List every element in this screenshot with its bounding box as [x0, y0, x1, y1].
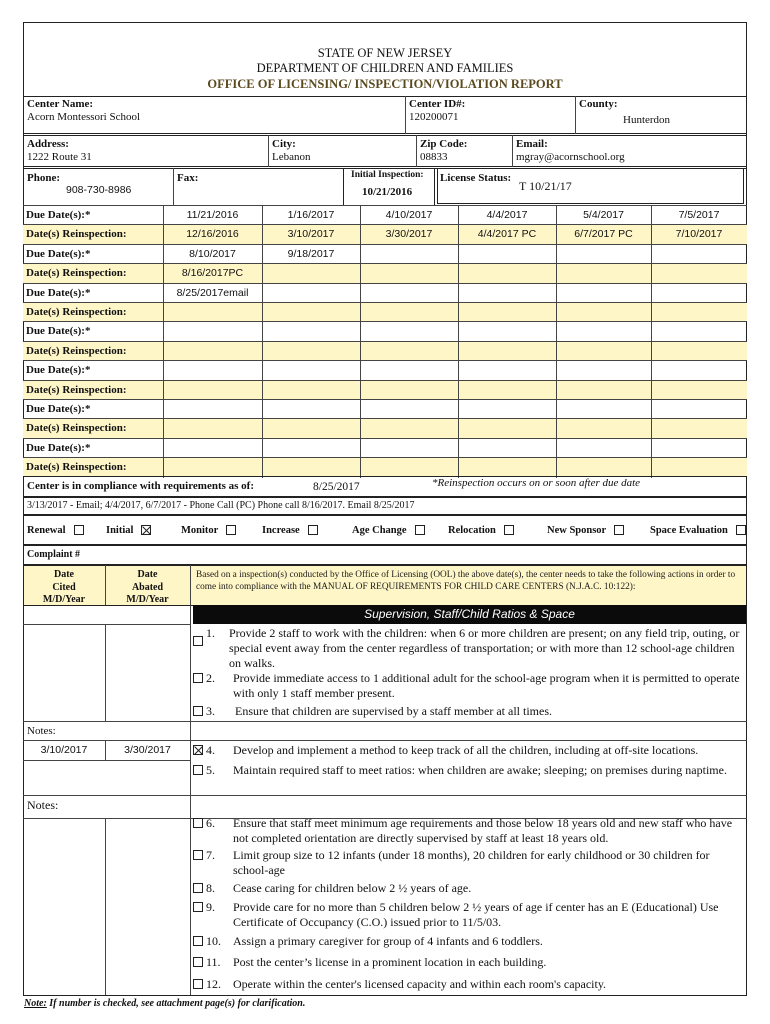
phone-label: Phone: — [27, 172, 60, 184]
date-cell[interactable]: 3/10/2017 — [287, 228, 335, 241]
requirement-text: Ensure that staff meet minimum age requirements and those below 18 years old and new staff who have not completed orientation are directly supervised by staff at least 18 years old. — [233, 816, 733, 845]
license-status-value[interactable]: T 10/21/17 — [519, 179, 572, 193]
requirement-number: 3. — [206, 704, 215, 718]
requirement-checkbox[interactable] — [193, 818, 203, 828]
notes-label-2: Notes: — [27, 798, 59, 812]
requirement-number: 9. — [206, 900, 215, 914]
date-cell[interactable]: 4/4/2017 — [486, 209, 528, 221]
due-dates-row — [23, 321, 747, 340]
requirement-checkbox[interactable] — [193, 902, 203, 912]
requirement-text: Provide care for no more than 5 children below 2 ½ years of age if center has an E (Educational) Use Certificate of Occupancy (C.O.) issued prior to 11/5/03. — [233, 900, 719, 929]
inspection-type-3[interactable] — [262, 525, 318, 536]
compliance-date[interactable]: 8/25/2017 — [313, 481, 360, 493]
requirement-number: 1. — [206, 626, 215, 640]
date-cell[interactable]: 12/16/2016 — [186, 228, 239, 241]
requirement-text: Maintain required staff to meet ratios: when children are awake; sleeping; on premises during naptime. — [233, 763, 727, 777]
department-title: DEPARTMENT OF CHILDREN AND FAMILIES — [256, 61, 514, 75]
zip-label: Zip Code: — [420, 138, 468, 150]
date-cell[interactable]: 6/7/2017 PC — [574, 228, 633, 241]
requirement-checkbox[interactable] — [193, 936, 203, 946]
requirement-text: Limit group size to 12 infants (under 18 months), 20 children for early childhood or 30 children for school-age — [233, 848, 710, 877]
footer-note — [24, 998, 305, 1009]
compliance-label: Center is in compliance with requirements as of: — [27, 480, 255, 492]
complaint-label: Complaint # — [27, 549, 81, 560]
requirement-checkbox[interactable] — [193, 745, 203, 755]
requirement-text: Post the center’s license in a prominent location in each building. — [233, 955, 547, 969]
requirement-text: Develop and implement a method to keep track of all the children, including at off-site locations. — [233, 743, 699, 757]
inspection-type-checkbox[interactable] — [736, 525, 746, 535]
requirement-text: Assign a primary caregiver for group of 4 infants and 6 toddlers. — [233, 934, 543, 948]
due-dates-row — [23, 360, 747, 379]
report-title: OFFICE OF LICENSING/ INSPECTION/VIOLATION REPORT — [207, 77, 563, 91]
reinspection-label: Date(s) Reinspection: — [26, 461, 127, 474]
inspection-type-label: Renewal — [27, 525, 66, 536]
date-cell[interactable]: 11/21/2016 — [186, 209, 239, 221]
inspection-type-checkbox[interactable] — [614, 525, 624, 535]
requirement-checkbox[interactable] — [193, 979, 203, 989]
requirement-number: 8. — [206, 881, 215, 895]
requirement-checkbox[interactable] — [193, 636, 203, 646]
reinspection-dates-row — [23, 457, 747, 476]
inspection-type-4[interactable] — [352, 525, 425, 536]
requirement-checkbox[interactable] — [193, 706, 203, 716]
email-value[interactable]: mgray@acornschool.org — [516, 151, 625, 163]
date-cell[interactable]: 7/10/2017 — [675, 228, 723, 241]
inspection-type-checkbox[interactable] — [141, 525, 151, 535]
due-dates-label: Due Date(s):* — [26, 286, 91, 299]
requirement-text: Provide 2 staff to work with the children: when 6 or more children are present; on any field trip, outing, or special event away from the center regardless of transportation; or with more than 12 school-age children on walks. — [229, 626, 740, 670]
requirement-number: 2. — [206, 671, 215, 685]
reinspection-dates-row — [23, 380, 747, 399]
state-title: STATE OF NEW JERSEY — [317, 46, 453, 60]
date-cell[interactable]: 4/10/2017 — [385, 209, 433, 221]
reinspection-note: *Reinspection occurs on or soon after due date — [432, 477, 641, 489]
requirement-text: Ensure that children are supervised by a staff member at all times. — [235, 704, 553, 718]
date-cell[interactable]: 8/16/2017PC — [181, 267, 244, 280]
inspection-type-5[interactable] — [448, 525, 514, 536]
footer-note-word: Note: — [24, 998, 47, 1009]
inspection-type-checkbox[interactable] — [308, 525, 318, 535]
section-title-banner: Supervision, Staff/Child Ratios & Space — [193, 605, 746, 624]
license-status-label: License Status: — [440, 172, 512, 184]
due-dates-row — [23, 283, 747, 302]
center-name-value[interactable]: Acorn Montessori School — [27, 111, 141, 123]
inspection-type-label: New Sponsor — [547, 525, 607, 536]
inspection-type-label: Increase — [262, 525, 300, 536]
fax-label: Fax: — [177, 172, 199, 184]
inspection-type-0[interactable] — [27, 525, 84, 536]
reinspection-dates-row — [23, 224, 747, 243]
center-id-value[interactable]: 120200071 — [409, 111, 459, 123]
due-dates-row — [23, 399, 747, 418]
inspection-type-label: Space Evaluation — [650, 525, 728, 536]
abated-date-item-4[interactable]: 3/30/2017 — [124, 744, 171, 756]
city-value[interactable]: Lebanon — [272, 151, 311, 163]
zip-value[interactable]: 08833 — [420, 151, 448, 163]
due-dates-label: Due Date(s):* — [26, 325, 91, 338]
requirement-checkbox[interactable] — [193, 883, 203, 893]
email-label: Email: — [516, 138, 548, 150]
inspection-type-label: Initial — [106, 525, 134, 536]
requirement-checkbox[interactable] — [193, 850, 203, 860]
due-dates-label: Due Date(s):* — [26, 441, 91, 454]
county-value[interactable]: Hunterdon — [623, 114, 671, 126]
due-dates-label: Due Date(s):* — [26, 247, 91, 260]
city-label: City: — [272, 138, 296, 150]
inspection-type-checkbox[interactable] — [74, 525, 84, 535]
reinspection-label: Date(s) Reinspection: — [26, 383, 127, 396]
reinspection-label: Date(s) Reinspection: — [26, 228, 127, 241]
date-cell[interactable]: 8/10/2017 — [189, 247, 236, 260]
requirement-checkbox[interactable] — [193, 957, 203, 967]
due-dates-label: Due Date(s):* — [26, 364, 91, 377]
due-dates-label: Due Date(s):* — [26, 403, 91, 415]
initial-inspection-date[interactable]: 10/21/2016 — [362, 186, 413, 198]
inspection-type-label: Age Change — [352, 525, 407, 536]
footer-note-text: If number is checked, see attachment page(s) for clarification. — [46, 998, 306, 1009]
due-dates-row — [23, 244, 747, 263]
date-cell[interactable]: 9/18/2017 — [287, 247, 335, 260]
reinspection-dates-row — [23, 341, 747, 360]
requirement-number: 11. — [206, 955, 221, 969]
requirement-checkbox[interactable] — [193, 765, 203, 775]
date-cell[interactable]: 1/16/2017 — [287, 209, 335, 221]
center-info-row-2 — [23, 135, 747, 167]
inspection-type-7[interactable] — [650, 525, 746, 536]
due-dates-row — [23, 205, 747, 224]
due-dates-row — [23, 438, 747, 457]
inspection-type-1[interactable] — [106, 525, 151, 536]
requirement-number: 10. — [206, 934, 221, 948]
requirement-checkbox[interactable] — [193, 673, 203, 683]
reinspection-dates-row — [23, 263, 747, 282]
reinspection-label: Date(s) Reinspection: — [26, 344, 127, 357]
center-id-label: Center ID#: — [409, 98, 466, 110]
center-name-label: Center Name: — [27, 98, 94, 110]
date-cell[interactable]: 8/25/2017email — [176, 286, 249, 299]
date-cell[interactable]: 5/4/2017 — [583, 209, 624, 221]
requirement-number: 12. — [206, 977, 221, 991]
inspection-type-label: Monitor — [181, 525, 219, 536]
date-cell[interactable]: 4/4/2017 PC — [477, 228, 537, 241]
contact-history: 3/13/2017 - Email; 4/4/2017, 6/7/2017 - Phone Call (PC) Phone call 8/16/2017. Email 8/25/2017 — [27, 500, 415, 511]
requirement-number: 6. — [206, 816, 215, 830]
county-label: County: — [579, 98, 618, 110]
phone-value[interactable]: 908-730-8986 — [66, 184, 132, 196]
requirement-text: Operate within the center's licensed capacity and within each room's capacity. — [233, 977, 607, 991]
notes-label-1: Notes: — [27, 725, 56, 737]
reinspection-label: Date(s) Reinspection: — [26, 267, 127, 280]
inspection-type-6[interactable] — [547, 525, 624, 536]
inspection-type-checkbox[interactable] — [504, 525, 514, 535]
inspection-type-2[interactable] — [181, 525, 236, 536]
cited-date-item-4[interactable]: 3/10/2017 — [40, 744, 88, 756]
requirement-number: 4. — [206, 743, 215, 757]
reinspection-label: Date(s) Reinspection: — [26, 422, 127, 435]
requirement-text: Provide immediate access to 1 additional adult for the school-age program when it is permitted to operate with only 1 staff member present. — [233, 671, 740, 700]
address-label: Address: — [27, 138, 69, 150]
requirement-number: 7. — [206, 848, 215, 862]
reinspection-dates-row — [23, 418, 747, 437]
date-cited-header: Date Cited M/D/Year — [42, 569, 86, 605]
inspection-type-label: Relocation — [448, 525, 496, 536]
inspection-type-checkbox[interactable] — [415, 525, 425, 535]
requirements-intro: Based on a inspection(s) conducted by the Office of Licensing (OOL) the above date(s), the center needs to take the following actions in order to come into compliance with the MANUAL OF REQUIREMENTS FOR CHILD CARE CENTERS (N.J.A.C. 10:122): — [196, 570, 736, 592]
requirement-number: 5. — [206, 763, 215, 777]
address-value[interactable]: 1222 Route 31 — [27, 151, 92, 163]
initial-inspection-label: Initial Inspection: — [351, 170, 424, 180]
complaint-row — [23, 545, 747, 565]
requirement-text: Cease caring for children below 2 ½ years of age. — [233, 881, 472, 895]
reinspection-dates-row — [23, 302, 747, 321]
due-dates-label: Due Date(s):* — [26, 209, 91, 221]
reinspection-label: Date(s) Reinspection: — [26, 306, 127, 318]
date-abated-header: Date Abated M/D/Year — [126, 569, 169, 605]
inspection-type-checkbox[interactable] — [226, 525, 236, 535]
date-cell[interactable]: 3/30/2017 — [385, 228, 433, 241]
date-cell[interactable]: 7/5/2017 — [678, 209, 720, 221]
